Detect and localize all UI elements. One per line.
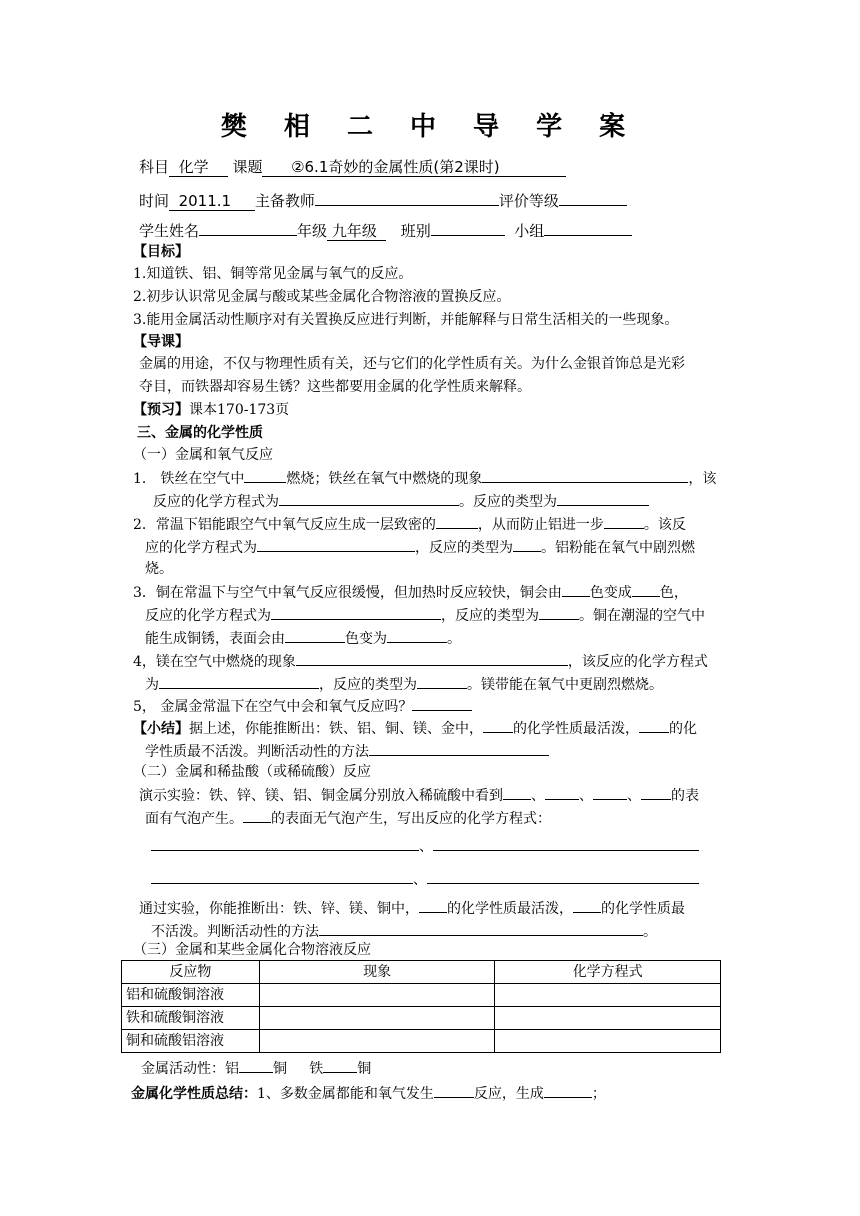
answer-blank[interactable] — [544, 1083, 592, 1098]
answer-blank[interactable] — [539, 605, 579, 620]
subject-label: 科目 — [139, 158, 170, 176]
intro-heading: 【导课】 — [133, 334, 189, 350]
answer-blank[interactable] — [482, 468, 688, 483]
table-cell-phenomenon[interactable] — [259, 1007, 495, 1030]
question-2-line-2: 应的化学方程式为 ，反应的类型为 。铝粉能在氧气中剧烈燃 — [145, 537, 695, 557]
answer-blank[interactable] — [632, 582, 660, 597]
subject-value: 化学 — [169, 158, 228, 177]
answer-blank[interactable] — [593, 785, 627, 800]
answer-blank[interactable] — [434, 1083, 474, 1098]
answer-blank[interactable] — [323, 1058, 357, 1073]
time-row — [139, 191, 627, 210]
question-2-line-1: 2．常温下铝能跟空气中氧气反应生成一层致密的 ，从而防止铝进一步 。该反 — [133, 514, 686, 534]
question-3-line-3: 能生成铜锈，表面会由 色变为 。 — [145, 628, 461, 648]
question-3-line-2: 反应的化学方程式为 ，反应的类型为 。铜在潮湿的空气中 — [145, 605, 705, 625]
question-1-line-2: 反应的化学方程式为 。反应的类型为 — [153, 491, 649, 511]
answer-blank[interactable] — [639, 718, 669, 733]
table-cell-phenomenon[interactable] — [259, 1030, 495, 1053]
topic-label: 课题 — [232, 158, 263, 176]
part-2-heading: （二）金属和稀盐酸（或稀硫酸）反应 — [133, 764, 371, 780]
table-header-cell: 反应物 — [122, 961, 260, 984]
table-cell-equation[interactable] — [495, 1030, 721, 1053]
group-label: 小组 — [514, 222, 545, 240]
answer-blank[interactable] — [483, 718, 513, 733]
answer-blank[interactable] — [257, 537, 415, 552]
answer-blank[interactable] — [271, 605, 441, 620]
answer-blank[interactable] — [513, 537, 541, 552]
reaction-table — [121, 960, 721, 1053]
preview-text: 课本170-173页 — [189, 402, 290, 418]
question-3-line-1: 3．铜在常温下与空气中氧气反应很缓慢，但加热时反应较快，铜会由 色变成 色， — [133, 582, 688, 602]
summary-label: 【小结】 — [133, 721, 189, 737]
goals-heading: 【目标】 — [133, 244, 189, 260]
answer-blank[interactable] — [503, 785, 531, 800]
answer-blank[interactable] — [285, 628, 345, 643]
table-cell-equation[interactable] — [495, 984, 721, 1007]
grade-value: 九年级 — [327, 222, 386, 241]
table-cell-reactant: 铝和硫酸铜溶液 — [122, 984, 260, 1007]
inference-line-1: 通过实验，你能推断出：铁、锌、镁、铜中， 的化学性质最活泼， 的化学性质最 — [139, 898, 685, 918]
answer-blank[interactable] — [244, 468, 286, 483]
table-cell-equation[interactable] — [495, 1007, 721, 1030]
summary-line-1: 【小结】据上述，你能推断出：铁、铝、铜、镁、金中， 的化学性质最活泼， 的化 — [133, 718, 697, 738]
grade-label: 年级 — [297, 222, 328, 240]
page-title: 樊 相 二 中 导 学 案 — [220, 112, 640, 142]
answer-blank[interactable] — [319, 921, 643, 936]
table-header-cell: 现象 — [259, 961, 495, 984]
equation-row-1: 、 — [151, 836, 699, 856]
summary-line-2: 学性质最不活泼。判断活动性的方法 — [145, 741, 549, 761]
equation-blank[interactable] — [433, 836, 699, 851]
conclusion-label: 金属化学性质总结： — [131, 1086, 257, 1102]
preview-heading: 【预习】 — [133, 402, 189, 418]
rating-label: 评价等级 — [498, 192, 559, 210]
equation-blank[interactable] — [151, 836, 419, 851]
goal-item: 3.能用金属活动性顺序对有关置换反应进行判断，并能解释与日常生活相关的一些现象。 — [133, 312, 679, 328]
answer-blank[interactable] — [279, 491, 459, 506]
class-label: 班别 — [400, 222, 431, 240]
goal-item: 2.初步认识常见金属与酸或某些金属化合物溶液的置换反应。 — [133, 289, 511, 305]
intro-line-1: 金属的用途，不仅与物理性质有关，还与它们的化学性质有关。为什么金银首饰总是光彩 — [139, 356, 685, 372]
topic-value: ②6.1奇妙的金属性质(第2课时) — [262, 158, 566, 177]
answer-blank[interactable] — [412, 696, 472, 711]
activity-row: 金属活动性：铝 铜 铁 铜 — [141, 1058, 371, 1078]
answer-blank[interactable] — [243, 808, 271, 823]
table-row — [122, 984, 721, 1007]
part-1-heading: （一）金属和氧气反应 — [133, 447, 273, 463]
question-4-line-1: 4，镁在空气中燃烧的现象 ，该反应的化学方程式 — [133, 651, 708, 671]
answer-blank[interactable] — [239, 1058, 273, 1073]
student-row — [139, 221, 632, 240]
demo-line-1: 演示实验：铁、锌、镁、铝、铜金属分别放入稀硫酸中看到 、 、 、 的表 — [139, 785, 699, 805]
table-cell-phenomenon[interactable] — [259, 984, 495, 1007]
group-blank[interactable] — [544, 221, 632, 236]
teacher-blank[interactable] — [315, 191, 499, 206]
preview-row — [133, 401, 289, 419]
answer-blank[interactable] — [562, 582, 590, 597]
rating-blank[interactable] — [559, 191, 627, 206]
part-3-heading: （三）金属和某些金属化合物溶液反应 — [133, 942, 371, 958]
intro-line-2: 夺目，而铁器却容易生锈？这些都要用金属的化学性质来解释。 — [139, 379, 531, 395]
answer-blank[interactable] — [296, 651, 568, 666]
answer-blank[interactable] — [641, 785, 671, 800]
student-blank[interactable] — [199, 221, 297, 236]
question-1-line-1: 1． 铁丝在空气中 燃烧；铁丝在氧气中燃烧的现象 ，该 — [133, 468, 716, 488]
time-label: 时间 — [139, 192, 170, 210]
equation-row-2: 、 — [151, 869, 699, 889]
time-value: 2011.1 — [169, 192, 255, 211]
table-cell-reactant: 铜和硫酸铝溶液 — [122, 1030, 260, 1053]
answer-blank[interactable] — [436, 514, 478, 529]
table-header-cell: 化学方程式 — [495, 961, 721, 984]
answer-blank[interactable] — [369, 741, 549, 756]
answer-blank[interactable] — [557, 491, 649, 506]
table-cell-reactant: 铁和硫酸铜溶液 — [122, 1007, 260, 1030]
conclusion-row: 金属化学性质总结：1、多数金属都能和氧气发生 反应，生成 ； — [131, 1083, 606, 1103]
question-5: 5， 金属金常温下在空气中会和氧气反应吗？ — [133, 696, 472, 716]
answer-blank[interactable] — [387, 628, 447, 643]
equation-blank[interactable] — [151, 869, 413, 884]
table-row — [122, 1030, 721, 1053]
answer-blank[interactable] — [604, 514, 644, 529]
goal-item: 1.知道铁、铝、铜等常见金属与氧气的反应。 — [133, 266, 413, 282]
subject-row — [139, 158, 566, 176]
answer-blank[interactable] — [419, 898, 447, 913]
class-blank[interactable] — [431, 221, 505, 236]
teacher-label: 主备教师 — [254, 192, 315, 210]
answer-blank[interactable] — [573, 898, 601, 913]
inference-line-2: 不活泼。判断活动性的方法 。 — [151, 921, 657, 941]
section-3-heading: 三、金属的化学性质 — [137, 425, 263, 441]
equation-blank[interactable] — [427, 869, 699, 884]
question-2-line-3: 烧。 — [145, 561, 173, 577]
demo-line-2: 面有气泡产生。 的表面无气泡产生，写出反应的化学方程式： — [145, 808, 551, 828]
table-row — [122, 1007, 721, 1030]
question-4-line-2: 为 ，反应的类型为 。镁带能在氧气中更剧烈燃烧。 — [145, 674, 663, 694]
student-label: 学生姓名 — [139, 222, 200, 240]
answer-blank[interactable] — [417, 674, 467, 689]
answer-blank[interactable] — [545, 785, 579, 800]
answer-blank[interactable] — [159, 674, 319, 689]
table-header-row — [122, 961, 721, 984]
